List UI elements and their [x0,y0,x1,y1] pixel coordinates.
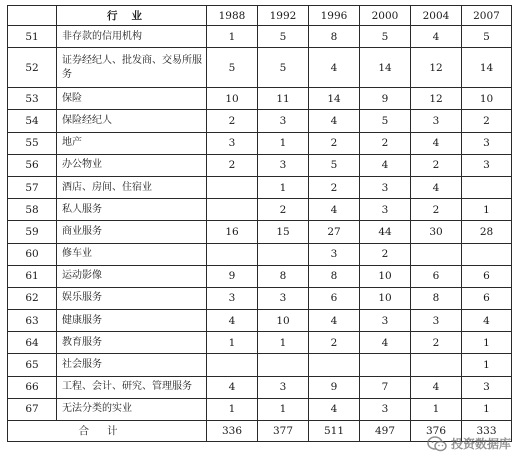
table-row [8,132,512,154]
cell-value: 3 [207,287,258,309]
row-code: 53 [8,88,57,110]
row-industry: 保险经纪人 [57,110,207,132]
cell-value: 3 [462,132,512,154]
table-row [8,110,512,132]
row-code: 55 [8,132,57,154]
cell-value: 2 [462,110,512,132]
table-row [8,265,512,287]
cell-value: 1 [207,26,258,48]
cell-value [411,354,462,376]
cell-value: 3 [258,287,309,309]
cell-value: 9 [207,265,258,287]
cell-value: 3 [258,376,309,398]
total-value: 511 [309,421,360,442]
header-year: 1988 [207,6,258,26]
table-row [8,287,512,309]
table-row [8,332,512,354]
row-code: 65 [8,354,57,376]
cell-value: 2 [360,132,411,154]
table-row [8,398,512,420]
cell-value: 2 [309,332,360,354]
cell-value: 14 [360,48,411,88]
row-code: 60 [8,243,57,265]
cell-value: 2 [309,176,360,198]
row-industry: 修车业 [57,243,207,265]
cell-value: 3 [360,176,411,198]
cell-value: 5 [360,26,411,48]
cell-value: 12 [411,88,462,110]
table-row [8,310,512,332]
cell-value: 2 [309,132,360,154]
cell-value: 4 [411,26,462,48]
cell-value: 30 [411,221,462,243]
header-year: 1992 [258,6,309,26]
cell-value: 8 [309,265,360,287]
cell-value: 4 [309,199,360,221]
row-code: 63 [8,310,57,332]
cell-value: 9 [309,376,360,398]
row-industry: 无法分类的实业 [57,398,207,420]
cell-value: 6 [411,265,462,287]
cell-value: 3 [309,243,360,265]
table-row [8,48,512,88]
row-industry: 运动影像 [57,265,207,287]
row-industry: 娱乐服务 [57,287,207,309]
cell-value: 2 [411,199,462,221]
header-year: 2000 [360,6,411,26]
row-industry: 工程、会计、研究、管理服务 [57,376,207,398]
cell-value: 1 [258,332,309,354]
cell-value: 3 [258,154,309,176]
cell-value [207,354,258,376]
row-industry: 教育服务 [57,332,207,354]
cell-value [258,354,309,376]
header-industry: 行业 [57,6,207,26]
row-code: 57 [8,176,57,198]
cell-value: 1 [258,398,309,420]
row-industry: 私人服务 [57,199,207,221]
header-year: 2004 [411,6,462,26]
cell-value: 5 [309,154,360,176]
cell-value: 1 [258,176,309,198]
cell-value: 3 [258,110,309,132]
cell-value: 27 [309,221,360,243]
cell-value: 2 [258,199,309,221]
cell-value: 2 [411,154,462,176]
cell-value [462,243,512,265]
header-year: 2007 [462,6,512,26]
cell-value: 8 [309,26,360,48]
row-code: 56 [8,154,57,176]
cell-value: 4 [309,398,360,420]
total-value: 497 [360,421,411,442]
table-row [8,26,512,48]
cell-value: 3 [360,199,411,221]
cell-value: 9 [360,88,411,110]
cell-value: 1 [462,354,512,376]
row-code: 51 [8,26,57,48]
row-industry: 保险 [57,88,207,110]
cell-value: 1 [411,398,462,420]
cell-value: 16 [207,221,258,243]
cell-value: 14 [309,88,360,110]
cell-value: 14 [462,48,512,88]
table-row [8,376,512,398]
row-code: 64 [8,332,57,354]
cell-value: 2 [360,243,411,265]
watermark-text: 投资数据库 [450,437,511,451]
cell-value: 6 [462,287,512,309]
cell-value: 7 [360,376,411,398]
cell-value: 2 [207,110,258,132]
cell-value: 2 [411,332,462,354]
row-industry: 非存款的信用机构 [57,26,207,48]
cell-value: 15 [258,221,309,243]
row-industry: 社会服务 [57,354,207,376]
cell-value: 4 [309,48,360,88]
total-value: 336 [207,421,258,442]
cell-value: 6 [462,265,512,287]
cell-value: 3 [411,310,462,332]
cell-value: 5 [258,48,309,88]
row-code: 52 [8,48,57,88]
cell-value: 4 [309,310,360,332]
cell-value: 5 [258,26,309,48]
header-row [8,6,512,26]
cell-value: 4 [207,310,258,332]
row-industry: 健康服务 [57,310,207,332]
industry-count-table [7,5,512,442]
table-row [8,354,512,376]
cell-value: 11 [258,88,309,110]
table-row [8,199,512,221]
cell-value: 6 [309,287,360,309]
cell-value: 5 [462,26,512,48]
cell-value: 10 [462,88,512,110]
table-row [8,154,512,176]
cell-value: 3 [360,310,411,332]
cell-value: 12 [411,48,462,88]
cell-value: 10 [360,287,411,309]
cell-value: 4 [207,376,258,398]
cell-value: 2 [207,154,258,176]
row-industry: 证券经纪人、批发商、交易所服务 [57,48,207,88]
cell-value: 8 [411,287,462,309]
row-code: 58 [8,199,57,221]
row-code: 66 [8,376,57,398]
row-code: 62 [8,287,57,309]
cell-value: 1 [462,332,512,354]
cell-value [360,354,411,376]
total-value: 376 [411,421,462,442]
cell-value: 3 [462,154,512,176]
cell-value: 5 [207,48,258,88]
cell-value: 44 [360,221,411,243]
table-row [8,176,512,198]
cell-value [411,243,462,265]
cell-value: 1 [462,199,512,221]
cell-value: 4 [360,332,411,354]
watermark [427,435,511,452]
cell-value: 1 [207,332,258,354]
cell-value: 4 [411,176,462,198]
cell-value [207,176,258,198]
wechat-icon [427,436,447,452]
row-industry: 酒店、房间、住宿业 [57,176,207,198]
header-code [8,6,57,26]
cell-value: 10 [360,265,411,287]
row-code: 59 [8,221,57,243]
cell-value: 3 [360,398,411,420]
total-label: 合计 [8,421,207,442]
row-industry: 地产 [57,132,207,154]
cell-value [258,243,309,265]
cell-value: 10 [207,88,258,110]
cell-value [207,243,258,265]
row-code: 67 [8,398,57,420]
cell-value: 4 [360,154,411,176]
cell-value: 28 [462,221,512,243]
cell-value: 3 [411,110,462,132]
header-year: 1996 [309,6,360,26]
cell-value: 4 [309,110,360,132]
table-row [8,221,512,243]
total-value: 377 [258,421,309,442]
cell-value: 4 [462,310,512,332]
cell-value [309,354,360,376]
cell-value: 10 [258,310,309,332]
total-value: 333 [462,421,512,442]
cell-value: 8 [258,265,309,287]
cell-value: 4 [411,376,462,398]
cell-value: 3 [462,376,512,398]
cell-value [462,176,512,198]
cell-value: 1 [258,132,309,154]
cell-value: 1 [462,398,512,420]
table-row [8,88,512,110]
cell-value: 4 [411,132,462,154]
row-code: 54 [8,110,57,132]
cell-value: 3 [207,132,258,154]
row-code: 61 [8,265,57,287]
table-row [8,243,512,265]
cell-value: 5 [360,110,411,132]
row-industry: 商业服务 [57,221,207,243]
cell-value [207,199,258,221]
cell-value: 1 [207,398,258,420]
row-industry: 办公物业 [57,154,207,176]
